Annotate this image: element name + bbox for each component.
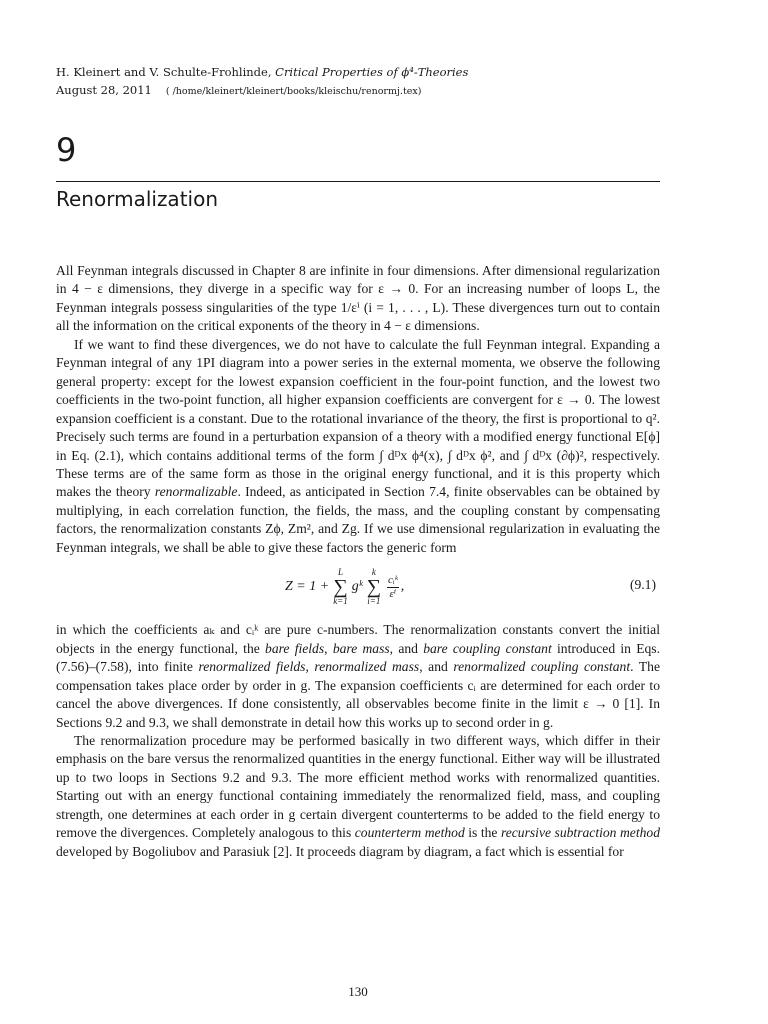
sum-i-symbol: ∑ [366,576,381,599]
term-bare-fields: bare fields [265,640,325,656]
sum-k-symbol: ∑ [333,576,348,599]
term-renormalized-coupling-constant: renormalized coupling constant [453,659,631,675]
term-bare-coupling-constant: bare coupling constant [423,640,552,656]
paragraph-3-text-b: . The compensation takes place order by order in g. The expansion coefficients cᵢ are determined for each order to cancel the above divergences. If done consistently, all observables become finite in the limit ε → 0 [1]. In Sections 9.2 and 9.3, we shall demonstrate in detail how this works up to second order in g. [56,659,660,730]
header-authors: H. Kleinert and V. Schulte-Frohlinde, [56,65,272,79]
chapter-number: 9 [56,131,77,169]
paragraph-2-text-b: . Indeed, as anticipated in Section 7.4, finite observables can be obtained by multiplying, in each correlation function, the fields, the mass, and the coupling constant by compensating factors, the renormalization constants Zϕ, Zm², and Zg. If we use dimensional regularization in evaluating the Feynman integrals, we shall be able to give these factors the generic form [56,484,661,555]
chapter-divider [56,181,660,182]
paragraph-2-text-a: If we want to find these divergences, we do not have to calculate the full Feynman integral. Expanding a Feynman integral of any 1PI diagram into a power series in the external momenta, we observe the following general property: except for the lowest expansion coefficient in the four-point function, and the lowest two coefficients in the two-point function, all higher expansion coefficients are convergent for ε → 0. The lowest expansion coefficient is a constant. Due to the rotational invariance of the theory, the first is proportional to q². Precisely such terms are found in a perturbation expansion of a theory with a modified energy functional E[ϕ] in Eq. (2.1), which contains additional terms of the form ∫ dᴰx ϕ⁴(x), ∫ dᴰx ϕ², and ∫ dᴰx (∂ϕ)², respectively. These terms are of the same form as those in the original energy functional, and it is this property which makes the theory [56,336,660,500]
term-renormalizable: renormalizable [154,484,238,500]
sum-i-lower: i=1 [367,596,381,607]
term-recursive-subtraction-method: recursive subtraction method [500,825,660,841]
equation-9-1 [56,559,660,617]
sum-k-lower: k=1 [333,596,348,607]
paragraph-4-text-b: developed by Bogoliubov and Parasiuk [2]. It proceeds diagram by diagram, a fact which is essential for [56,843,624,859]
sum-over-i [367,568,381,606]
paragraph-3-text-a: in which the coefficients aₖ and cᵢᵏ are pure c-numbers. The renormalization constants convert the initial objects in the energy functional, the [56,622,660,656]
paragraph-4-mid: is the [464,825,501,841]
sum-i-upper: k [371,567,376,578]
paragraph-3-sep-1: , [324,640,333,656]
sum-over-k [333,568,348,606]
equation-number: (9.1) [629,577,656,593]
paragraph-3-sep-4: , and [419,659,454,675]
equation-fraction [387,575,399,600]
term-counterterm-method: counterterm method [354,825,465,841]
equation-trailing-comma: , [400,579,405,595]
paragraph-4 [56,732,660,861]
paragraph-3 [56,621,660,732]
term-renormalized-mass: renormalized mass [314,659,420,675]
paragraph-3-sep-3: , [305,659,315,675]
paragraph-2 [56,336,660,557]
chapter-title: Renormalization [56,187,219,211]
equation-body [285,562,404,612]
body-text [56,262,660,861]
fraction-numerator: cᵢᵏ [387,573,398,586]
fraction-denominator: εⁱ [389,587,397,600]
running-header-citation [56,64,660,80]
header-book-title: Critical Properties of ϕ⁴-Theories [275,65,469,79]
paragraph-1: All Feynman integrals discussed in Chapter 8 are infinite in four dimensions. After dimensional regularization in 4 − ε dimensions, they diverge in a specific way for ε → 0. For an increasing number of loops L, the Feynman integrals possess singularities of the type 1/εⁱ (i = 1, . . . , L). These divergences turn out to contain all the information on the critical exponents of the theory in 4 − ε dimensions. [56,263,660,334]
term-bare-mass: bare mass [332,640,390,656]
paragraph-4-text-a: The renormalization procedure may be performed basically in two different ways, which differ in their emphasis on the bare versus the renormalized quantities in the energy functional. Either way will be illustrated up to two loops in Sections 9.2 and 9.3. The more efficient method works with renormalized quantities. Starting out with an energy functional containing immediately the renormalized field, mass, and coupling strength, one determines at each order in g certain divergent counterterms to be added to the field energy to remove the divergences. Completely analogous to this [56,732,660,841]
paragraph-3-mid: introduced in Eqs. (7.56)–(7.58), into finite [56,640,660,675]
running-header-date-line [56,82,660,100]
equation-lhs: Z = 1 + [285,579,330,595]
term-renormalized-fields: renormalized fields [198,659,306,675]
header-file-path: ( /home/kleinert/kleinert/books/kleischu/renormj.tex) [165,86,422,97]
page-number: 130 [348,984,368,999]
header-date: August 28, 2011 [56,83,152,97]
paragraph-3-sep-2: , and [389,640,424,656]
sum-k-upper: L [337,567,343,578]
equation-g-power: gᵏ [351,579,363,595]
